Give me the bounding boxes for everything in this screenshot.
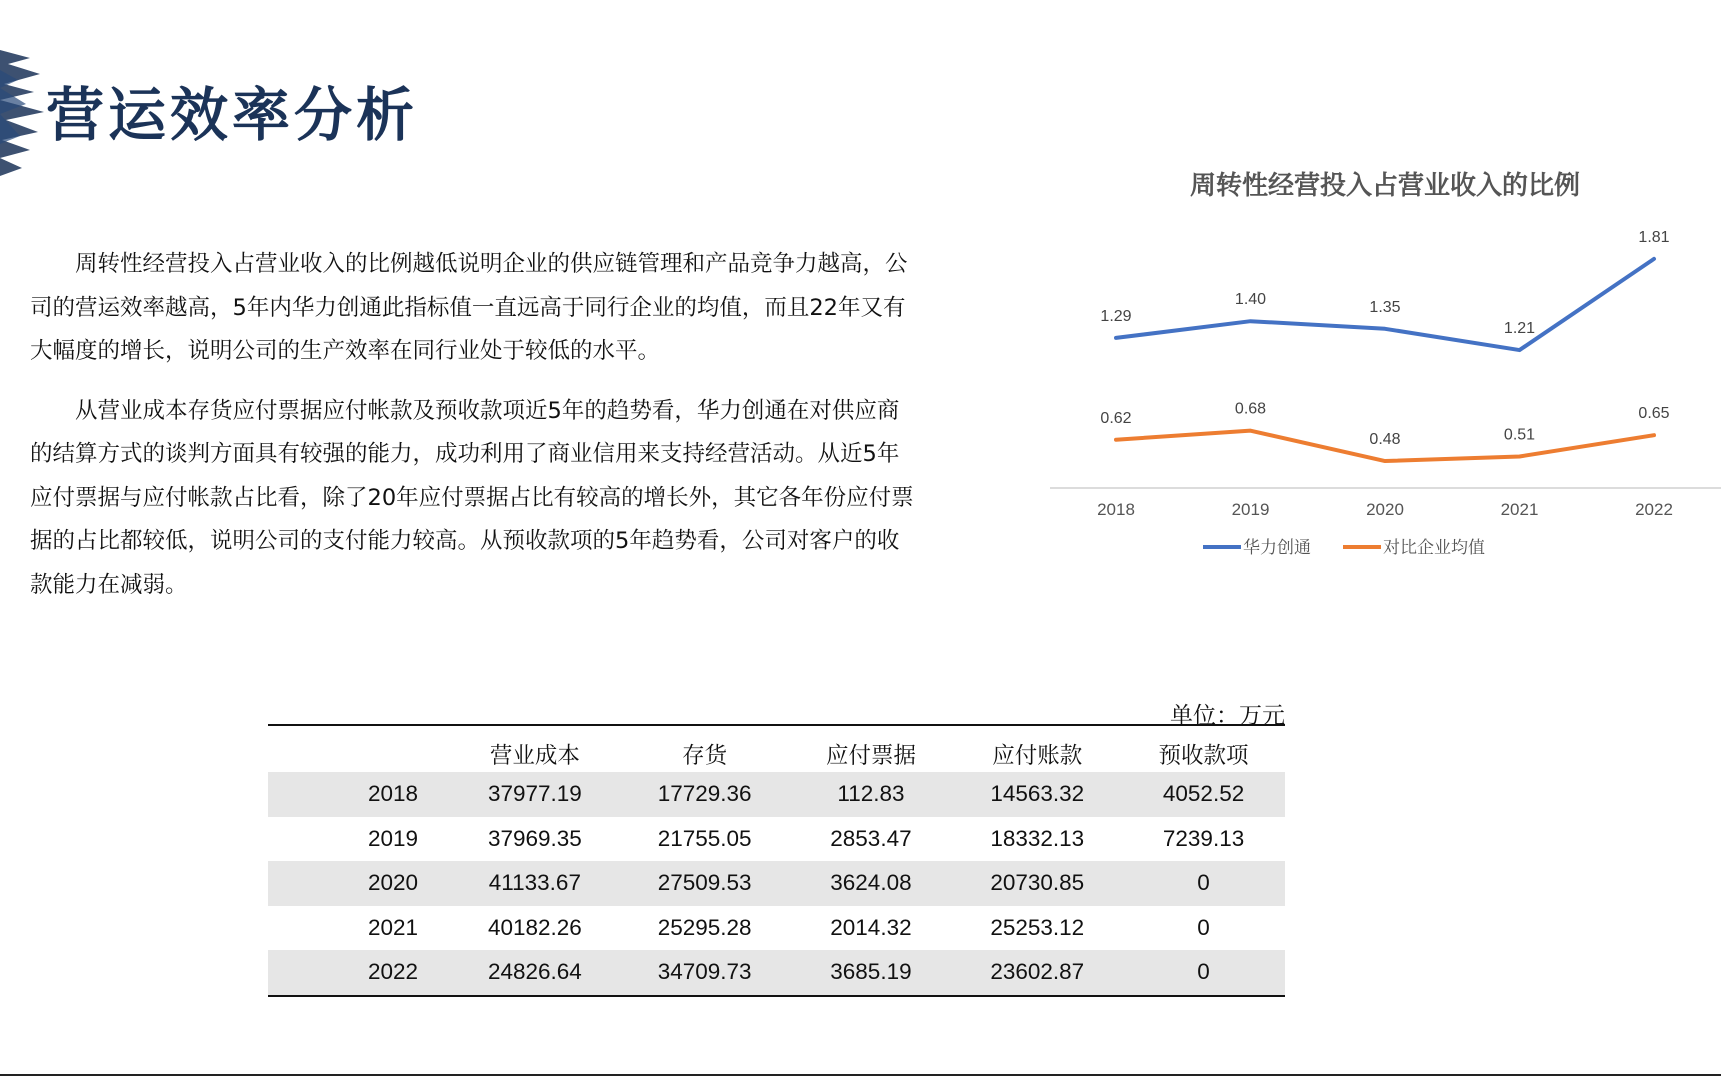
table-header: 营业成本 [489,743,580,769]
data-label: 1.21 [1503,320,1536,338]
table-cell: 40182.26 [487,914,582,940]
table-cell: 14563.32 [952,772,1122,817]
table-cell: 25253.12 [990,914,1085,940]
table-cell: 2019 [367,825,418,851]
x-axis-ticks [1097,500,1673,519]
data-label: 1.40 [1234,291,1267,309]
data-label: 0.68 [1234,400,1267,418]
chart-title: 周转性经营投入占营业收入的比例 [1189,171,1581,201]
table-header: 应付账款 [992,743,1083,769]
x-tick-label: 2019 [1231,500,1270,519]
table-cell: 20730.85 [952,861,1122,906]
table-cell: 7239.13 [1162,825,1245,851]
brush-stroke-decoration [0,40,48,190]
x-tick-label: 2021 [1500,500,1539,519]
table-cell: 2018 [268,772,450,817]
data-label: 1.81 [1638,228,1670,246]
table-row [268,861,1285,906]
table-cell: 0 [1122,861,1285,906]
table-cell: 21755.05 [657,825,752,851]
table-cell: 25295.28 [657,914,752,940]
body-text [30,243,920,623]
table-cell: 2014.32 [830,914,912,940]
x-tick-label: 2022 [1635,500,1673,519]
table-header [268,725,450,772]
x-tick-label: 2018 [1097,500,1135,519]
table-cell: 3624.08 [790,861,953,906]
table-cell: 34709.73 [620,950,790,996]
ratio-line-chart [1040,150,1721,570]
financial-table [268,724,1285,997]
data-label: 0.48 [1369,431,1401,449]
table-row [268,950,1285,996]
table-cell: 18332.13 [990,825,1085,851]
data-label: 1.29 [1100,307,1132,325]
table-cell: 2020 [268,861,450,906]
table-cell: 4052.52 [1122,772,1285,817]
data-label: 0.51 [1503,426,1536,444]
chart-svg [1040,150,1721,570]
chart-legend [1203,538,1485,558]
paragraph-1: 周转性经营投入占营业收入的比例越低说明企业的供应链管理和产品竞争力越高，公司的营运效率越高，5年内华力创通此指标值一直远高于同行企业的均值，而且22年又有大幅度的增长，说明公司的生产效率在同行业处于较低的水平。 [30,251,908,364]
table-cell: 37969.35 [487,825,582,851]
table-header: 预收款项 [1158,743,1249,769]
data-label: 0.62 [1100,409,1132,427]
legend-label: 对比企业均值 [1383,538,1485,558]
table-row [268,906,1285,951]
table-cell: 23602.87 [952,950,1122,996]
table-unit-label: 单位：万元 [1170,703,1285,729]
table-cell: 2021 [367,914,418,940]
table-cell: 41133.67 [450,861,620,906]
table-cell: 2853.47 [830,825,912,851]
page-title: 营运效率分析 [46,81,419,149]
table-cell: 27509.53 [620,861,790,906]
table-header-row [268,725,1285,772]
table-cell: 37977.19 [450,772,620,817]
table-cell: 112.83 [790,772,953,817]
legend-label: 华力创通 [1243,538,1311,558]
data-label: 1.35 [1369,298,1401,316]
plot-area [1100,229,1669,461]
table-cell: 17729.36 [620,772,790,817]
table-row [268,817,1285,862]
table-cell: 3685.19 [790,950,953,996]
table-header: 应付票据 [825,743,916,769]
table-header: 存货 [682,743,728,769]
x-tick-label: 2020 [1366,500,1404,519]
paragraph-2: 从营业成本存货应付票据应付帐款及预收款项近5年的趋势看，华力创通在对供应商的结算方式的谈判方面具有较强的能力，成功利用了商业信用来支持经营活动。从近5年应付票据与应付帐款占比看，除了20年应付票据占比有较高的增长外，其它各年份应付票据的占比都较低，说明公司的支付能力较高。从预收款项的5年趋势看，公司对客户的收款能力在减弱。 [30,397,914,598]
table-row [268,772,1285,817]
table-cell: 2022 [268,950,450,996]
table-cell: 0 [1197,914,1210,940]
data-label: 0.65 [1638,405,1670,423]
table-cell: 24826.64 [450,950,620,996]
table-cell: 0 [1122,950,1285,996]
